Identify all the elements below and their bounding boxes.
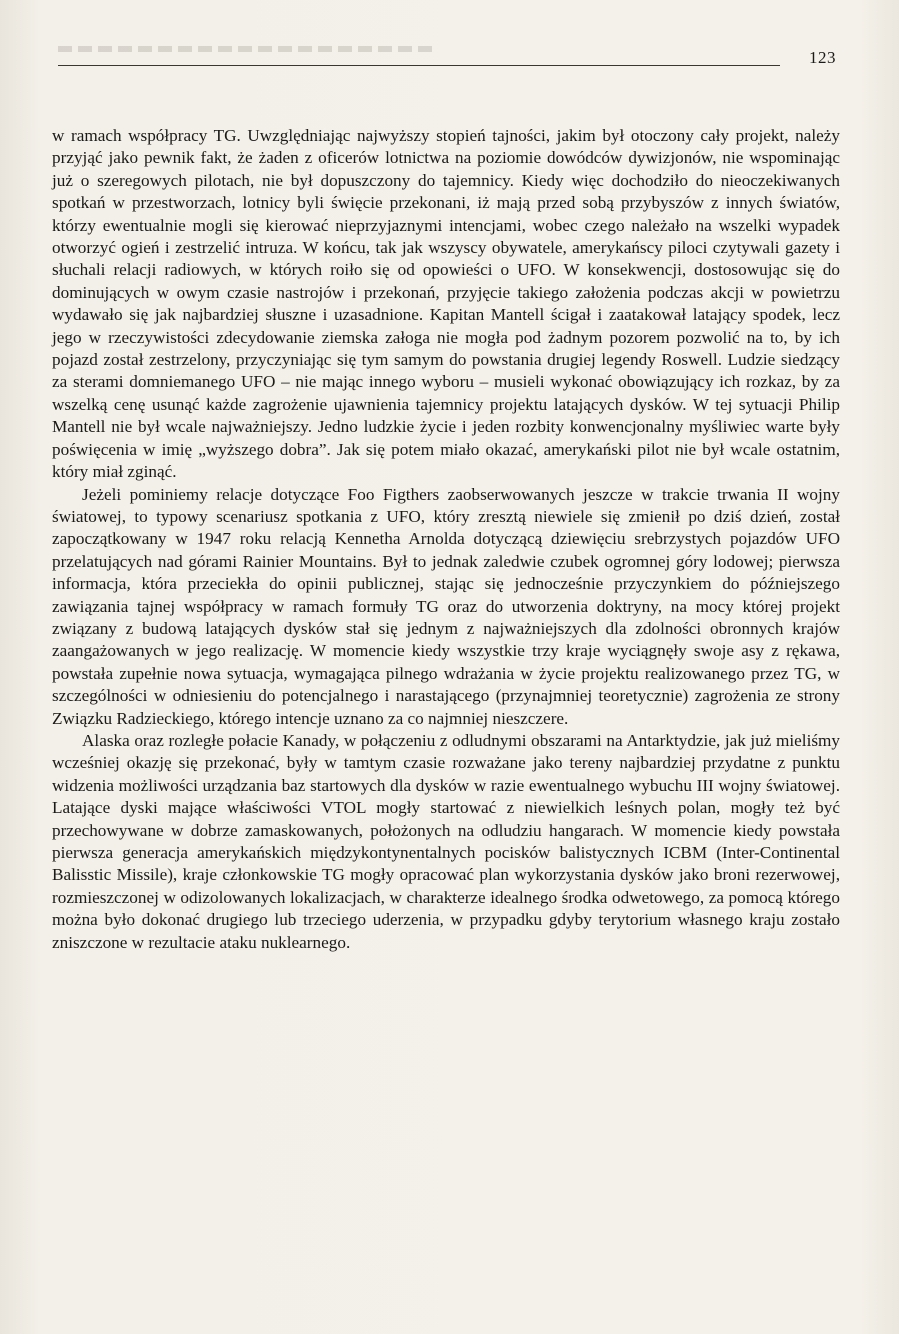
bleed-through-header-text — [58, 46, 438, 52]
page-number: 123 — [809, 48, 836, 67]
paragraph-3: Alaska oraz rozległe połacie Kanady, w połączeniu z odludnymi obszarami na Antarktydzie, jak już mieliśmy wcześniej okazję się przekonać, były w tamtym czasie rozważane jako tereny najbardziej przydatne z punktu widzenia możliwości urządzania baz startowych dla dysków w razie ewentualnego wybuchu III wojny światowej. Latające dyski mające właściwości VTOL mogły startować z niewielkich leśnych polan, mogły też być przechowywane w dobrze zamaskowanych, położonych na odludziu hangarach. W momencie kiedy powstała pierwsza generacja amerykańskich międzykontynentalnych pocisków balistycznych ICBM (Inter-Continental Balisstic Missile), kraje członkowskie TG mogły opracować plan wykorzystania dysków jako broni rezerwowej, rozmieszczonej w odizolowanych lokalizacjach, w charakterze idealnego środka odwetowego, za pomocą którego można było dokonać drugiego lub trzeciego uderzenia, w przypadku gdyby terytorium własnego kraju zostało zniszczone w rezultacie ataku nuklearnego. — [52, 730, 840, 952]
body-text — [52, 125, 840, 954]
header-rule — [58, 65, 780, 66]
page-header — [58, 36, 840, 76]
paragraph-1: w ramach współpracy TG. Uwzględniając najwyższy stopień tajności, jakim był otoczony cały projekt, należy przyjąć jako pewnik fakt, że żaden z oficerów lotnictwa na poziomie dowódców dywizjonów, nie wspominając już o szeregowych pilotach, nie był dopuszczony do tajemnicy. Kiedy więc dochodziło do nieoczekiwanych spotkań w przestworzach, lotnicy byli święcie przekonani, iż mają przed sobą przybyszów z innych światów, którzy ewentualnie mogli się kierować nieprzyjaznymi intencjami, wobec czego należało na wszelki wypadek otworzyć ogień i zestrzelić intruza. W końcu, tak jak wszyscy obywatele, amerykańscy piloci czytywali gazety i słuchali relacji radiowych, w których roiło się od opowieści o UFO. W konsekwencji, dostosowując się do dominujących w owym czasie nastrojów i przekonań, przyjęcie takiego założenia podczas akcji w powietrzu wydawało się jak najbardziej słuszne i uzasadnione. Kapitan Mantell ścigał i zaatakował latający spodek, lecz jego w rzeczywistości zdecydowanie ziemska załoga nie mogła pod żadnym pozorem pozwolić na to, by ich pojazd został zestrzelony, przyczyniając się tym samym do powstania drugiej legendy Roswell. Ludzie siedzący za sterami domniemanego UFO – nie mając innego wyboru – musieli wykonać obowiązujący ich rozkaz, by za wszelką cenę usunąć każde zagrożenie ujawnienia tajemnicy projektu latających dysków. W tej sytuacji Philip Mantell nie był wcale najważniejszy. Jedno ludzkie życie i jeden rozbity konwencjonalny myśliwiec warte były poświęcenia w imię „wyższego dobra”. Jak się potem miało okazać, amerykański pilot nie był wcale ostatnim, który miał zginąć. — [52, 126, 840, 482]
paragraph-2: Jeżeli pominiemy relacje dotyczące Foo Figthers zaobserwowanych jeszcze w trakcie trwania II wojny światowej, to typowy scenariusz spotkania z UFO, który zresztą niewiele się zmienił po dziś dzień, został zapoczątkowany w 1947 roku relacją Kennetha Arnolda dotyczącą dziewięciu srebrzystych pojazdów UFO przelatujących nad górami Rainier Mountains. Był to jednak zaledwie czubek ogromnej góry lodowej; pierwsza informacja, która przeciekła do opinii publicznej, stając się jednocześnie przyczynkiem do późniejszego zawiązania tajnej współpracy w ramach formuły TG oraz do utworzenia doktryny, na mocy której projekt związany z budową latających dysków stał się jednym z najważniejszych dla zdolności obronnych krajów zaangażowanych w jego realizację. W momencie kiedy wszystkie trzy kraje wyciągnęły swoje asy z rękawa, powstała zupełnie nowa sytuacja, wymagająca pilnego wdrażania w życie projektu realizowanego przez TG, w szczególności w odniesieniu do potencjalnego i narastającego (przynajmniej teoretycznie) zagrożenia ze strony Związku Radzieckiego, którego intencje uznano za co najmniej nieszczere. — [52, 484, 840, 728]
